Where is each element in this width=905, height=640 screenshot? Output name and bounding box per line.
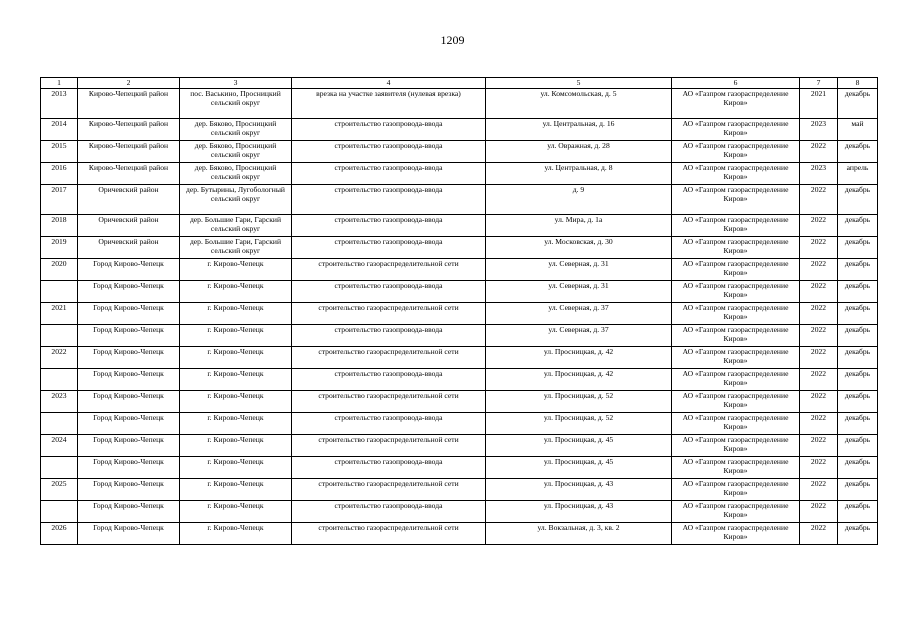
address-cell: ул. Просницкая, д. 43 <box>486 501 672 523</box>
work-type-cell: строительство газораспределительной сети <box>292 435 486 457</box>
address-cell: ул. Вокзальная, д. 3, кв. 2 <box>486 523 672 545</box>
row-number-cell: 2018 <box>41 215 78 237</box>
month-cell: декабрь <box>838 413 878 435</box>
table-row <box>41 523 878 545</box>
locality-cell: г. Кирово-Чепецк <box>180 457 292 479</box>
month-cell: декабрь <box>838 479 878 501</box>
locality-cell: г. Кирово-Чепецк <box>180 325 292 347</box>
district-cell: Город Кирово-Чепецк <box>78 259 180 281</box>
table-row <box>41 119 878 141</box>
locality-cell: г. Кирово-Чепецк <box>180 347 292 369</box>
column-header: 5 <box>486 78 672 89</box>
year-cell: 2022 <box>800 215 838 237</box>
row-number-cell <box>41 281 78 303</box>
district-cell: Город Кирово-Чепецк <box>78 347 180 369</box>
organization-cell: АО «Газпром газораспределение Киров» <box>672 347 800 369</box>
work-type-cell: строительство газопровода-ввода <box>292 281 486 303</box>
district-cell: Город Кирово-Чепецк <box>78 303 180 325</box>
locality-cell: г. Кирово-Чепецк <box>180 413 292 435</box>
address-cell: ул. Просницкая, д. 43 <box>486 479 672 501</box>
table-row <box>41 141 878 163</box>
month-cell: декабрь <box>838 457 878 479</box>
organization-cell: АО «Газпром газораспределение Киров» <box>672 501 800 523</box>
locality-cell: дер. Большие Гари, Гарский сельский округ <box>180 215 292 237</box>
table-row <box>41 413 878 435</box>
row-number-cell: 2023 <box>41 391 78 413</box>
locality-cell: г. Кирово-Чепецк <box>180 479 292 501</box>
address-cell: ул. Комсомольская, д. 5 <box>486 89 672 119</box>
work-type-cell: строительство газопровода-ввода <box>292 141 486 163</box>
year-cell: 2022 <box>800 523 838 545</box>
work-type-cell: строительство газораспределительной сети <box>292 523 486 545</box>
locality-cell: дер. Большие Гари, Гарский сельский округ <box>180 237 292 259</box>
address-cell: ул. Просницкая, д. 52 <box>486 413 672 435</box>
address-cell: ул. Московская, д. 30 <box>486 237 672 259</box>
organization-cell: АО «Газпром газораспределение Киров» <box>672 215 800 237</box>
year-cell: 2022 <box>800 259 838 281</box>
address-cell: д. 9 <box>486 185 672 215</box>
organization-cell: АО «Газпром газораспределение Киров» <box>672 163 800 185</box>
work-type-cell: строительство газораспределительной сети <box>292 391 486 413</box>
address-cell: ул. Просницкая, д. 45 <box>486 435 672 457</box>
month-cell: декабрь <box>838 141 878 163</box>
month-cell: май <box>838 119 878 141</box>
work-type-cell: строительство газопровода-ввода <box>292 163 486 185</box>
table-body <box>41 89 878 545</box>
locality-cell: дер. Бутырины, Лугобологный сельский округ <box>180 185 292 215</box>
year-cell: 2021 <box>800 89 838 119</box>
year-cell: 2022 <box>800 369 838 391</box>
column-header: 2 <box>78 78 180 89</box>
organization-cell: АО «Газпром газораспределение Киров» <box>672 237 800 259</box>
table-row <box>41 259 878 281</box>
district-cell: Кирово-Чепецкий район <box>78 119 180 141</box>
district-cell: Оричевский район <box>78 215 180 237</box>
column-header: 1 <box>41 78 78 89</box>
address-cell: ул. Просницкая, д. 42 <box>486 369 672 391</box>
address-cell: ул. Северная, д. 31 <box>486 259 672 281</box>
locality-cell: г. Кирово-Чепецк <box>180 369 292 391</box>
work-type-cell: врезка на участке заявителя (нулевая врезка) <box>292 89 486 119</box>
locality-cell: г. Кирово-Чепецк <box>180 303 292 325</box>
year-cell: 2022 <box>800 281 838 303</box>
work-type-cell: строительство газораспределительной сети <box>292 259 486 281</box>
work-type-cell: строительство газопровода-ввода <box>292 457 486 479</box>
row-number-cell: 2013 <box>41 89 78 119</box>
year-cell: 2022 <box>800 457 838 479</box>
table-row <box>41 325 878 347</box>
district-cell: Город Кирово-Чепецк <box>78 457 180 479</box>
address-cell: ул. Мира, д. 1а <box>486 215 672 237</box>
column-header: 3 <box>180 78 292 89</box>
column-header: 4 <box>292 78 486 89</box>
address-cell: ул. Просницкая, д. 42 <box>486 347 672 369</box>
district-cell: Город Кирово-Чепецк <box>78 325 180 347</box>
locality-cell: г. Кирово-Чепецк <box>180 259 292 281</box>
year-cell: 2023 <box>800 163 838 185</box>
row-number-cell <box>41 369 78 391</box>
month-cell: декабрь <box>838 325 878 347</box>
row-number-cell: 2022 <box>41 347 78 369</box>
year-cell: 2022 <box>800 501 838 523</box>
work-type-cell: строительство газораспределительной сети <box>292 479 486 501</box>
work-type-cell: строительство газопровода-ввода <box>292 501 486 523</box>
district-cell: Город Кирово-Чепецк <box>78 435 180 457</box>
locality-cell: г. Кирово-Чепецк <box>180 501 292 523</box>
month-cell: апрель <box>838 163 878 185</box>
work-type-cell: строительство газопровода-ввода <box>292 325 486 347</box>
table-row <box>41 457 878 479</box>
year-cell: 2022 <box>800 413 838 435</box>
row-number-cell: 2016 <box>41 163 78 185</box>
month-cell: декабрь <box>838 281 878 303</box>
district-cell: Оричевский район <box>78 237 180 259</box>
table-row <box>41 185 878 215</box>
year-cell: 2022 <box>800 185 838 215</box>
year-cell: 2022 <box>800 479 838 501</box>
month-cell: декабрь <box>838 215 878 237</box>
locality-cell: дер. Бяково, Просницкий сельский округ <box>180 119 292 141</box>
address-cell: ул. Овражная, д. 28 <box>486 141 672 163</box>
district-cell: Город Кирово-Чепецк <box>78 413 180 435</box>
year-cell: 2022 <box>800 141 838 163</box>
organization-cell: АО «Газпром газораспределение Киров» <box>672 369 800 391</box>
row-number-cell <box>41 457 78 479</box>
district-cell: Кирово-Чепецкий район <box>78 141 180 163</box>
table-row <box>41 479 878 501</box>
work-type-cell: строительство газопровода-ввода <box>292 413 486 435</box>
row-number-cell <box>41 413 78 435</box>
organization-cell: АО «Газпром газораспределение Киров» <box>672 391 800 413</box>
table-row <box>41 163 878 185</box>
table-row <box>41 281 878 303</box>
year-cell: 2022 <box>800 303 838 325</box>
table-row <box>41 237 878 259</box>
table-row <box>41 369 878 391</box>
work-type-cell: строительство газопровода-ввода <box>292 119 486 141</box>
locality-cell: г. Кирово-Чепецк <box>180 281 292 303</box>
district-cell: Город Кирово-Чепецк <box>78 523 180 545</box>
district-cell: Город Кирово-Чепецк <box>78 369 180 391</box>
month-cell: декабрь <box>838 369 878 391</box>
month-cell: декабрь <box>838 435 878 457</box>
organization-cell: АО «Газпром газораспределение Киров» <box>672 259 800 281</box>
locality-cell: г. Кирово-Чепецк <box>180 435 292 457</box>
table-row <box>41 89 878 119</box>
table-row <box>41 435 878 457</box>
district-cell: Город Кирово-Чепецк <box>78 281 180 303</box>
address-cell: ул. Центральная, д. 16 <box>486 119 672 141</box>
month-cell: декабрь <box>838 303 878 325</box>
address-cell: ул. Просницкая, д. 45 <box>486 457 672 479</box>
work-type-cell: строительство газораспределительной сети <box>292 303 486 325</box>
header-row <box>41 78 878 89</box>
row-number-cell <box>41 501 78 523</box>
organization-cell: АО «Газпром газораспределение Киров» <box>672 119 800 141</box>
work-type-cell: строительство газопровода-ввода <box>292 215 486 237</box>
organization-cell: АО «Газпром газораспределение Киров» <box>672 303 800 325</box>
district-cell: Город Кирово-Чепецк <box>78 501 180 523</box>
locality-cell: дер. Бяково, Просницкий сельский округ <box>180 163 292 185</box>
column-header: 8 <box>838 78 878 89</box>
row-number-cell: 2021 <box>41 303 78 325</box>
month-cell: декабрь <box>838 501 878 523</box>
organization-cell: АО «Газпром газораспределение Киров» <box>672 457 800 479</box>
work-type-cell: строительство газораспределительной сети <box>292 347 486 369</box>
locality-cell: г. Кирово-Чепецк <box>180 391 292 413</box>
locality-cell: г. Кирово-Чепецк <box>180 523 292 545</box>
organization-cell: АО «Газпром газораспределение Киров» <box>672 479 800 501</box>
row-number-cell: 2024 <box>41 435 78 457</box>
row-number-cell: 2017 <box>41 185 78 215</box>
month-cell: декабрь <box>838 185 878 215</box>
month-cell: декабрь <box>838 237 878 259</box>
organization-cell: АО «Газпром газораспределение Киров» <box>672 325 800 347</box>
district-cell: Город Кирово-Чепецк <box>78 479 180 501</box>
row-number-cell: 2025 <box>41 479 78 501</box>
organization-cell: АО «Газпром газораспределение Киров» <box>672 413 800 435</box>
organization-cell: АО «Газпром газораспределение Киров» <box>672 523 800 545</box>
organization-cell: АО «Газпром газораспределение Киров» <box>672 435 800 457</box>
address-cell: ул. Центральная, д. 8 <box>486 163 672 185</box>
month-cell: декабрь <box>838 89 878 119</box>
table-row <box>41 391 878 413</box>
row-number-cell: 2020 <box>41 259 78 281</box>
address-cell: ул. Просницкая, д. 52 <box>486 391 672 413</box>
work-type-cell: строительство газопровода-ввода <box>292 237 486 259</box>
year-cell: 2022 <box>800 391 838 413</box>
organization-cell: АО «Газпром газораспределение Киров» <box>672 141 800 163</box>
organization-cell: АО «Газпром газораспределение Киров» <box>672 89 800 119</box>
row-number-cell: 2019 <box>41 237 78 259</box>
address-cell: ул. Северная, д. 37 <box>486 325 672 347</box>
month-cell: декабрь <box>838 259 878 281</box>
district-cell: Кирово-Чепецкий район <box>78 89 180 119</box>
table-row <box>41 347 878 369</box>
page-number: 1209 <box>440 33 465 47</box>
row-number-cell: 2026 <box>41 523 78 545</box>
year-cell: 2023 <box>800 119 838 141</box>
locality-cell: пос. Васькино, Просницкий сельский округ <box>180 89 292 119</box>
year-cell: 2022 <box>800 347 838 369</box>
row-number-cell <box>41 325 78 347</box>
work-type-cell: строительство газопровода-ввода <box>292 369 486 391</box>
district-cell: Город Кирово-Чепецк <box>78 391 180 413</box>
address-cell: ул. Северная, д. 37 <box>486 303 672 325</box>
work-type-cell: строительство газопровода-ввода <box>292 185 486 215</box>
table-row <box>41 303 878 325</box>
year-cell: 2022 <box>800 237 838 259</box>
organization-cell: АО «Газпром газораспределение Киров» <box>672 281 800 303</box>
month-cell: декабрь <box>838 391 878 413</box>
year-cell: 2022 <box>800 435 838 457</box>
month-cell: декабрь <box>838 347 878 369</box>
table-row <box>41 215 878 237</box>
address-cell: ул. Северная, д. 31 <box>486 281 672 303</box>
organization-cell: АО «Газпром газораспределение Киров» <box>672 185 800 215</box>
month-cell: декабрь <box>838 523 878 545</box>
row-number-cell: 2015 <box>41 141 78 163</box>
registry-table <box>40 77 878 545</box>
column-header: 6 <box>672 78 800 89</box>
column-header: 7 <box>800 78 838 89</box>
year-cell: 2022 <box>800 325 838 347</box>
district-cell: Кирово-Чепецкий район <box>78 163 180 185</box>
district-cell: Оричевский район <box>78 185 180 215</box>
table-row <box>41 501 878 523</box>
row-number-cell: 2014 <box>41 119 78 141</box>
locality-cell: дер. Бяково, Просницкий сельский округ <box>180 141 292 163</box>
